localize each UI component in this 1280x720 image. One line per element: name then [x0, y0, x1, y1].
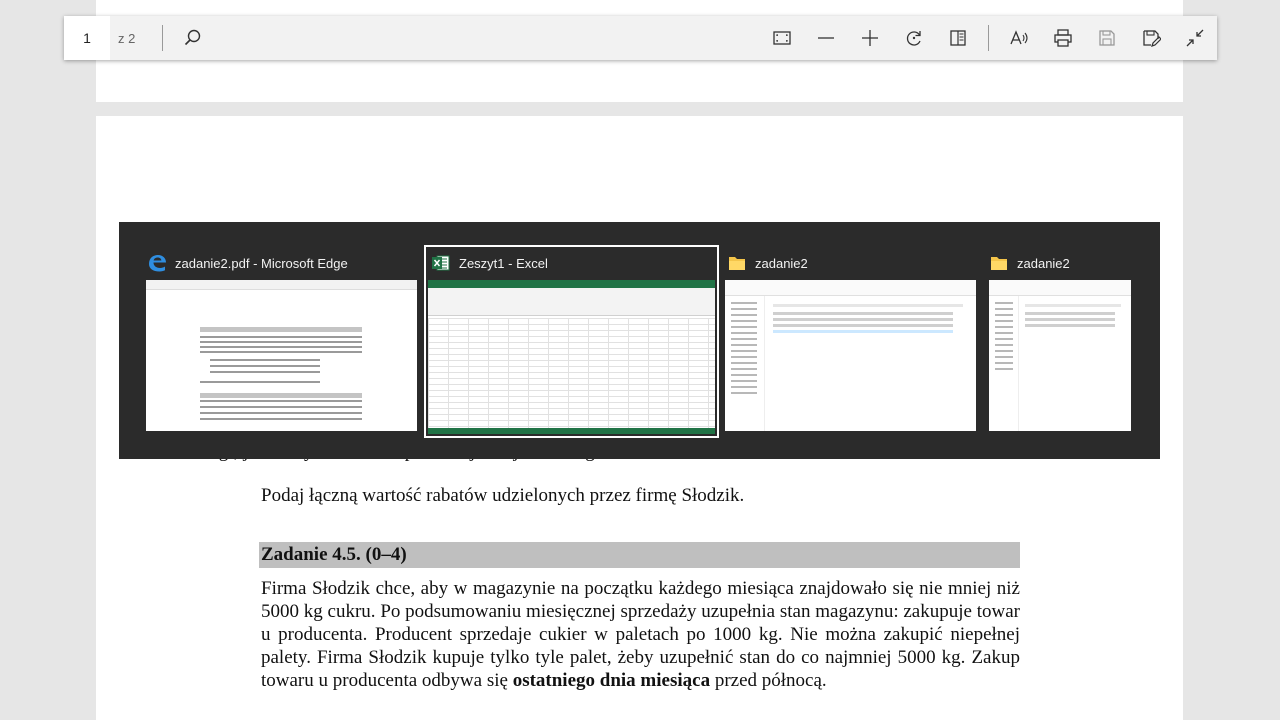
heading-zadanie-4-5: Zadanie 4.5. (0–4): [259, 542, 1020, 568]
task-paragraph: [261, 577, 1020, 692]
save-icon: [1097, 28, 1117, 48]
print-button[interactable]: [1041, 16, 1085, 60]
thumbnail-file-row: [1025, 312, 1115, 315]
rotate-icon: [904, 28, 924, 48]
window-title-text: Zeszyt1 - Excel: [459, 255, 548, 271]
task-switcher: [119, 222, 1160, 459]
folder-icon: [727, 253, 747, 273]
thumbnail-ribbon-tools: [428, 288, 715, 316]
search-button[interactable]: [171, 16, 215, 60]
window-title-text: zadanie2: [755, 255, 808, 271]
thumbnail-column-header: [1025, 304, 1121, 307]
search-icon: [183, 28, 203, 48]
question-text: Podaj łączną wartość rabatów udzielonych przez firmę Słodzik.: [261, 485, 745, 506]
thumbnail-heading: [200, 393, 362, 398]
toolbar-separator: [988, 25, 989, 51]
window-thumbnail-explorer-1[interactable]: [725, 280, 976, 431]
thumbnail-file-row: [1025, 324, 1115, 327]
window-title-explorer-1[interactable]: [727, 244, 808, 282]
thumbnail-nav-pane: [989, 296, 1019, 431]
thumbnail-status-bar: [428, 428, 715, 434]
paragraph-text: Firma Słodzik chce, aby w magazynie na początku każdego miesiąca znajdowało się nie mniej niż 5000 kg cukru. Po podsumowaniu miesięcznej sprzedaży uzupełnia stan magazynu: zakupuje towar u producenta. Producent sprzedaje cukier w paletach po 1000 kg. Nie można zakupić niepełnej palety. Firma Słodzik kupuje tylko tyle palet, żeby uzupełnić stan do co najmniej 5000 kg. Zakup towaru u producenta odbywa się: [261, 578, 1020, 691]
page-view-icon: [948, 28, 968, 48]
fit-page-button[interactable]: [760, 16, 804, 60]
thumbnail-address-bar: [725, 280, 976, 296]
thumbnail-nav-pane: [725, 296, 765, 431]
paragraph-text-end: przed północą.: [710, 670, 827, 691]
thumbnail-address-bar: [989, 280, 1131, 296]
page-number-input[interactable]: 1: [64, 16, 110, 60]
thumbnail-file-row: [773, 324, 953, 327]
read-aloud-icon: [1009, 28, 1029, 48]
zoom-out-icon: [816, 28, 836, 48]
window-title-text: zadanie2.pdf - Microsoft Edge: [175, 255, 348, 271]
window-title-edge[interactable]: [147, 244, 348, 282]
print-icon: [1053, 28, 1073, 48]
window-thumbnail-explorer-2[interactable]: [989, 280, 1131, 431]
thumbnail-file-row-selected: [773, 330, 953, 333]
thumbnail-heading: [200, 327, 362, 332]
page-view-button[interactable]: [936, 16, 980, 60]
thumbnail-column-header: [773, 304, 963, 307]
rotate-button[interactable]: [892, 16, 936, 60]
exit-fullscreen-button[interactable]: [1173, 16, 1217, 60]
window-title-text: zadanie2: [1017, 255, 1070, 271]
zoom-in-icon: [860, 28, 880, 48]
zoom-out-button[interactable]: [804, 16, 848, 60]
thumbnail-ribbon: [428, 280, 715, 288]
zoom-in-button[interactable]: [848, 16, 892, 60]
window-thumbnail-edge[interactable]: [146, 280, 417, 431]
window-title-explorer-2[interactable]: [989, 244, 1070, 282]
window-title-excel[interactable]: [431, 244, 548, 282]
fit-page-icon: [772, 28, 792, 48]
save-as-icon: [1141, 28, 1161, 48]
thumbnail-file-row: [773, 318, 953, 321]
paragraph-bold-text: ostatniego dnia miesiąca: [512, 670, 711, 691]
save-button[interactable]: [1085, 16, 1129, 60]
pdf-toolbar: [64, 16, 1217, 60]
excel-icon: [431, 253, 451, 273]
exit-fullscreen-icon: [1185, 28, 1205, 48]
edge-icon: [147, 253, 167, 273]
thumbnail-toolbar: [146, 280, 417, 290]
read-aloud-button[interactable]: [997, 16, 1041, 60]
thumbnail-file-row: [1025, 318, 1115, 321]
page-total-label: z 2: [118, 30, 136, 46]
thumbnail-file-row: [773, 312, 953, 315]
toolbar-separator: [162, 25, 163, 51]
window-thumbnail-excel[interactable]: [428, 280, 715, 434]
save-as-button[interactable]: [1129, 16, 1173, 60]
thumbnail-spreadsheet-grid: [428, 318, 715, 434]
folder-icon: [989, 253, 1009, 273]
